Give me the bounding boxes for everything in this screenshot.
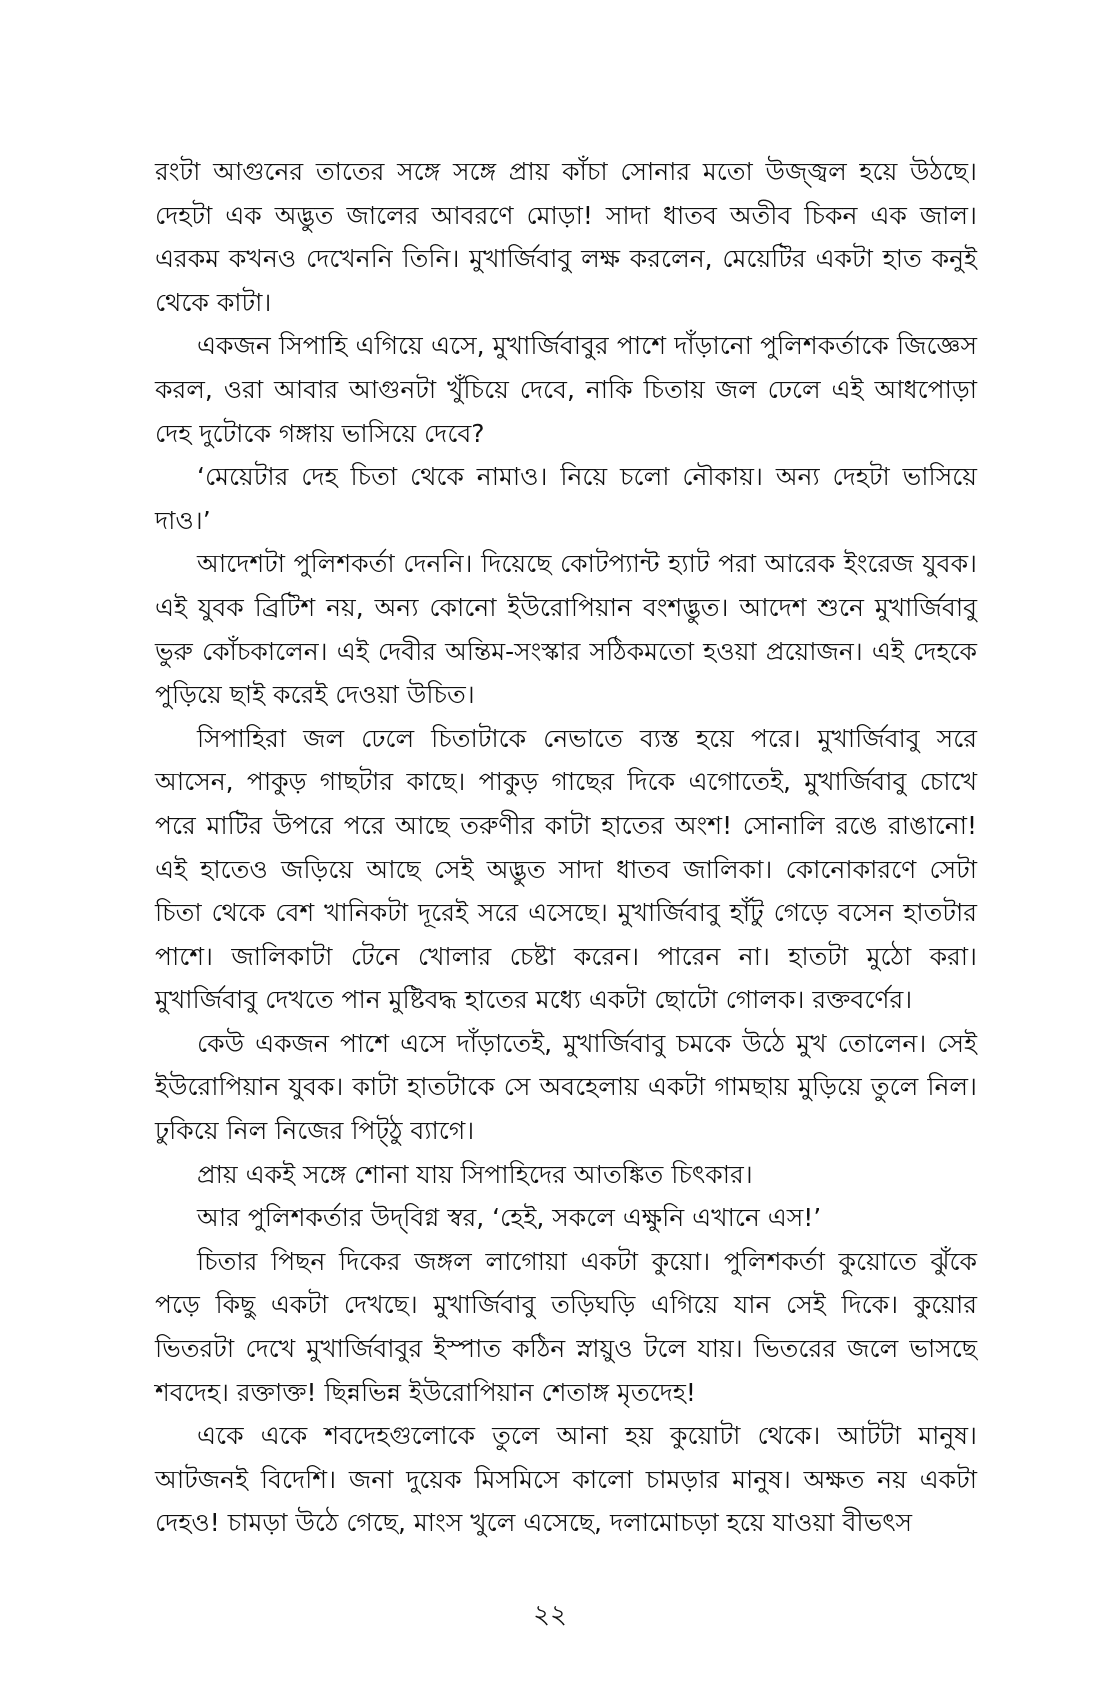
page-number: ২২ <box>533 1600 567 1630</box>
page-body <box>155 150 977 1570</box>
paragraph: আদেশটা পুলিশকর্তা দেননি। দিয়েছে কোটপ্যান্ট হ্যাট পরা আরেক ইংরেজ যুবক। এই যুবক ব্রিটিশ নয়, অন্য কোনো ইউরোপিয়ান বংশদ্ভুত। আদেশ শুনে মুখার্জিবাবু ভুরু কোঁচকালেন। এই দেবীর অন্তিম-সংস্কার সঠিকমতো হওয়া প্রয়োজন। এই দেহকে পুড়িয়ে ছাই করেই দেওয়া উচিত। <box>155 549 977 710</box>
paragraph-dialogue: ‘মেয়েটার দেহ চিতা থেকে নামাও। নিয়ে চলো নৌকায়। অন্য দেহটা ভাসিয়ে দাও।’ <box>155 462 977 535</box>
paragraph: প্রায় একই সঙ্গে শোনা যায় সিপাহিদের আতঙ্কিত চিৎকার। <box>197 1159 753 1189</box>
paragraph: একে একে শবদেহগুলোকে তুলে আনা হয় কুয়োটা থেকে। আটটা মানুষ। আটজনই বিদেশি। জনা দুয়েক মিসমিসে কালো চামড়ার মানুষ। অক্ষত নয় একটা দেহও! চামড়া উঠে গেছে, মাংস খুলে এসেছে, দলামোচড়া হয়ে যাওয়া বীভৎস <box>155 1421 977 1538</box>
paragraph: সিপাহিরা জল ঢেলে চিতাটাকে নেভাতে ব্যস্ত হয়ে পরে। মুখার্জিবাবু সরে আসেন, পাকুড় গাছটার কাছে। পাকুড় গাছের দিকে এগোতেই, মুখার্জিবাবু চোখে পরে মাটির উপরে পরে আছে তরুণীর কাটা হাতের অংশ! সোনালি রঙে রাঙানো! এই হাতেও জড়িয়ে আছে সেই অদ্ভুত সাদা ধাতব জালিকা। কোনোকারণে সেটা চিতা থেকে বেশ খানিকটা দূরেই সরে এসেছে। মুখার্জিবাবু হাঁটু গেড়ে বসেন হাতটার পাশে। জালিকাটা টেনে খোলার চেষ্টা করেন। পারেন না। হাতটা মুঠো করা। মুখার্জিবাবু দেখতে পান মুষ্টিবদ্ধ হাতের মধ্যে একটা ছোটো গোলক। রক্তবর্ণের। <box>155 723 977 1015</box>
paragraph-dialogue: আর পুলিশকর্তার উদ্‌বিগ্ন স্বর, ‘হেই, সকলে এক্ষুনি এখানে এস!’ <box>197 1203 822 1233</box>
paragraph: চিতার পিছন দিকের জঙ্গল লাগোয়া একটা কুয়ো। পুলিশকর্তা কুয়োতে ঝুঁকে পড়ে কিছু একটা দেখছে। মুখার্জিবাবু তড়িঘড়ি এগিয়ে যান সেই দিকে। কুয়োর ভিতরটা দেখে মুখার্জিবাবুর ইস্পাত কঠিন স্নায়ুও টলে যায়। ভিতরের জলে ভাসছে শবদেহ। রক্তাক্ত! ছিন্নভিন্ন ইউরোপিয়ান শেতাঙ্গ মৃতদেহ! <box>155 1246 977 1407</box>
paragraph: কেউ একজন পাশে এসে দাঁড়াতেই, মুখার্জিবাবু চমকে উঠে মুখ তোলেন। সেই ইউরোপিয়ান যুবক। কাটা হাতটাকে সে অবহেলায় একটা গামছায় মুড়িয়ে তুলে নিল। ঢুকিয়ে নিল নিজের পিট্‌ঠু ব্যাগে। <box>155 1028 977 1146</box>
paragraph-continued: রংটা আগুনের তাতের সঙ্গে সঙ্গে প্রায় কাঁচা সোনার মতো উজ্জ্বল হয়ে উঠছে। দেহটা এক অদ্ভুত জালের আবরণে মোড়া! সাদা ধাতব অতীব চিকন এক জাল। এরকম কখনও দেখেননি তিনি। মুখার্জিবাবু লক্ষ করলেন, মেয়েটির একটা হাত কনুই থেকে কাটা। <box>155 157 977 317</box>
paragraph: একজন সিপাহি এগিয়ে এসে, মুখার্জিবাবুর পাশে দাঁড়ানো পুলিশকর্তাকে জিজ্ঞেস করল, ওরা আবার আগুনটা খুঁচিয়ে দেবে, নাকি চিতায় জল ঢেলে এই আধপোড়া দেহ দুটোকে গঙ্গায় ভাসিয়ে দেবে? <box>155 331 977 448</box>
